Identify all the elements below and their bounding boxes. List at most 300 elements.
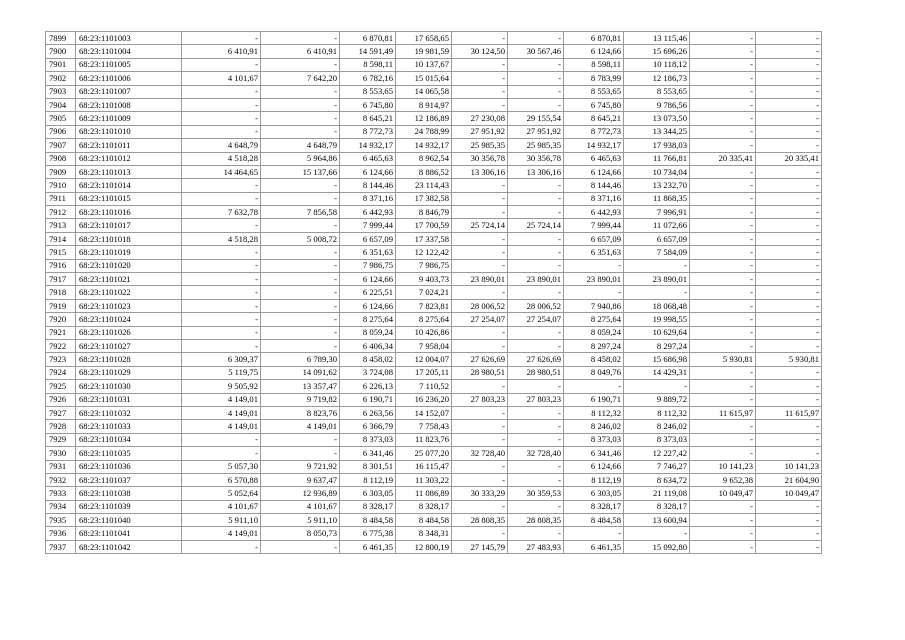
value-cell-1: 4 518,28 bbox=[182, 152, 261, 165]
value-cell-4: 15 015,64 bbox=[396, 72, 452, 85]
value-cell-4: 12 122,42 bbox=[396, 246, 452, 259]
row-number-cell: 7930 bbox=[46, 447, 76, 460]
value-cell-2: - bbox=[261, 339, 340, 352]
value-cell-1: 5 052,64 bbox=[182, 487, 261, 500]
value-cell-4: 17 658,65 bbox=[396, 32, 452, 45]
table-row bbox=[46, 32, 822, 45]
value-cell-2: 13 357,47 bbox=[261, 380, 340, 393]
value-cell-10: - bbox=[756, 58, 822, 71]
table-row bbox=[46, 393, 822, 406]
value-cell-2: 6 789,30 bbox=[261, 353, 340, 366]
row-number-cell: 7918 bbox=[46, 286, 76, 299]
table-row bbox=[46, 353, 822, 366]
value-cell-1: - bbox=[182, 125, 261, 138]
value-cell-5: - bbox=[452, 32, 508, 45]
value-cell-2: - bbox=[261, 112, 340, 125]
value-cell-6: - bbox=[508, 286, 564, 299]
row-number-cell: 7913 bbox=[46, 219, 76, 232]
value-cell-8: 10 629,64 bbox=[624, 326, 690, 339]
value-cell-6: 27 951,92 bbox=[508, 125, 564, 138]
value-cell-7: 8 373,03 bbox=[564, 433, 624, 446]
value-cell-9: - bbox=[690, 125, 756, 138]
value-cell-9: - bbox=[690, 433, 756, 446]
value-cell-6: - bbox=[508, 246, 564, 259]
value-cell-4: 8 275,64 bbox=[396, 313, 452, 326]
value-cell-3: 6 263,56 bbox=[340, 406, 396, 419]
row-number-cell: 7909 bbox=[46, 165, 76, 178]
value-cell-3: 8 275,64 bbox=[340, 313, 396, 326]
value-cell-2: - bbox=[261, 540, 340, 553]
value-cell-7: - bbox=[564, 259, 624, 272]
value-cell-1: 14 464,65 bbox=[182, 165, 261, 178]
value-cell-7: 6 465,63 bbox=[564, 152, 624, 165]
value-cell-6: - bbox=[508, 433, 564, 446]
value-cell-10: - bbox=[756, 72, 822, 85]
value-cell-1: 4 101,67 bbox=[182, 500, 261, 513]
value-cell-9: - bbox=[690, 85, 756, 98]
value-cell-6: 27 254,07 bbox=[508, 313, 564, 326]
cadastral-number-cell: 68:23:1101028 bbox=[76, 353, 182, 366]
value-cell-2: 9 721,92 bbox=[261, 460, 340, 473]
cadastral-number-cell: 68:23:1101040 bbox=[76, 514, 182, 527]
table-row bbox=[46, 45, 822, 58]
row-number-cell: 7929 bbox=[46, 433, 76, 446]
data-table bbox=[45, 31, 822, 554]
value-cell-4: 12 186,89 bbox=[396, 112, 452, 125]
value-cell-6: - bbox=[508, 32, 564, 45]
value-cell-8: 13 600,94 bbox=[624, 514, 690, 527]
value-cell-6: 27 483,93 bbox=[508, 540, 564, 553]
row-number-cell: 7907 bbox=[46, 139, 76, 152]
value-cell-1: - bbox=[182, 98, 261, 111]
cadastral-number-cell: 68:23:1101006 bbox=[76, 72, 182, 85]
value-cell-2: - bbox=[261, 273, 340, 286]
value-cell-3: 8 301,51 bbox=[340, 460, 396, 473]
cadastral-number-cell: 68:23:1101041 bbox=[76, 527, 182, 540]
row-number-cell: 7901 bbox=[46, 58, 76, 71]
value-cell-8: 8 634,72 bbox=[624, 473, 690, 486]
value-cell-7: 8 112,32 bbox=[564, 406, 624, 419]
value-cell-8: 8 297,24 bbox=[624, 339, 690, 352]
value-cell-7: 6 124,66 bbox=[564, 460, 624, 473]
value-cell-9: 20 335,41 bbox=[690, 152, 756, 165]
value-cell-9: - bbox=[690, 206, 756, 219]
value-cell-7: 6 461,35 bbox=[564, 540, 624, 553]
value-cell-9: - bbox=[690, 273, 756, 286]
value-cell-7: 8 484,58 bbox=[564, 514, 624, 527]
row-number-cell: 7937 bbox=[46, 540, 76, 553]
value-cell-7: 7 999,44 bbox=[564, 219, 624, 232]
row-number-cell: 7915 bbox=[46, 246, 76, 259]
value-cell-1: - bbox=[182, 447, 261, 460]
row-number-cell: 7906 bbox=[46, 125, 76, 138]
value-cell-5: 25 724,14 bbox=[452, 219, 508, 232]
value-cell-9: - bbox=[690, 259, 756, 272]
value-cell-2: - bbox=[261, 192, 340, 205]
value-cell-5: - bbox=[452, 433, 508, 446]
table-row bbox=[46, 246, 822, 259]
table-row bbox=[46, 85, 822, 98]
cadastral-number-cell: 68:23:1101009 bbox=[76, 112, 182, 125]
table-row bbox=[46, 232, 822, 245]
cadastral-number-cell: 68:23:1101031 bbox=[76, 393, 182, 406]
value-cell-6: 13 306,16 bbox=[508, 165, 564, 178]
value-cell-10: 20 335,41 bbox=[756, 152, 822, 165]
value-cell-5: 27 803,23 bbox=[452, 393, 508, 406]
value-cell-8: 10 118,12 bbox=[624, 58, 690, 71]
value-cell-4: 7 758,43 bbox=[396, 420, 452, 433]
value-cell-1: 4 149,01 bbox=[182, 527, 261, 540]
value-cell-4: 10 426,86 bbox=[396, 326, 452, 339]
value-cell-7: 6 442,93 bbox=[564, 206, 624, 219]
cadastral-number-cell: 68:23:1101015 bbox=[76, 192, 182, 205]
value-cell-1: - bbox=[182, 246, 261, 259]
value-cell-1: - bbox=[182, 85, 261, 98]
value-cell-10: - bbox=[756, 527, 822, 540]
table-row bbox=[46, 447, 822, 460]
value-cell-10: - bbox=[756, 165, 822, 178]
value-cell-7: 23 890,01 bbox=[564, 273, 624, 286]
value-cell-8: 8 328,17 bbox=[624, 500, 690, 513]
value-cell-7: 8 772,73 bbox=[564, 125, 624, 138]
value-cell-6: - bbox=[508, 406, 564, 419]
value-cell-1: - bbox=[182, 273, 261, 286]
value-cell-6: 23 890,01 bbox=[508, 273, 564, 286]
value-cell-6: - bbox=[508, 58, 564, 71]
value-cell-9: 10 049,47 bbox=[690, 487, 756, 500]
value-cell-5: 28 980,51 bbox=[452, 366, 508, 379]
value-cell-3: 6 406,34 bbox=[340, 339, 396, 352]
value-cell-2: - bbox=[261, 286, 340, 299]
value-cell-9: - bbox=[690, 219, 756, 232]
value-cell-10: 10 141,23 bbox=[756, 460, 822, 473]
value-cell-10: - bbox=[756, 286, 822, 299]
table-row bbox=[46, 380, 822, 393]
value-cell-2: - bbox=[261, 85, 340, 98]
value-cell-9: - bbox=[690, 112, 756, 125]
cadastral-number-cell: 68:23:1101007 bbox=[76, 85, 182, 98]
cadastral-number-cell: 68:23:1101035 bbox=[76, 447, 182, 460]
value-cell-2: - bbox=[261, 299, 340, 312]
cadastral-number-cell: 68:23:1101014 bbox=[76, 179, 182, 192]
value-cell-5: - bbox=[452, 527, 508, 540]
value-cell-7: 8 275,64 bbox=[564, 313, 624, 326]
table-row bbox=[46, 179, 822, 192]
value-cell-3: 6 465,63 bbox=[340, 152, 396, 165]
value-cell-7: 6 341,46 bbox=[564, 447, 624, 460]
value-cell-4: 12 800,19 bbox=[396, 540, 452, 553]
value-cell-8: 8 373,03 bbox=[624, 433, 690, 446]
value-cell-9: - bbox=[690, 326, 756, 339]
cadastral-number-cell: 68:23:1101024 bbox=[76, 313, 182, 326]
table-row bbox=[46, 540, 822, 553]
value-cell-1: 6 570,88 bbox=[182, 473, 261, 486]
value-cell-6: 30 356,78 bbox=[508, 152, 564, 165]
value-cell-10: - bbox=[756, 433, 822, 446]
value-cell-10: - bbox=[756, 326, 822, 339]
cadastral-number-cell: 68:23:1101036 bbox=[76, 460, 182, 473]
cadastral-number-cell: 68:23:1101008 bbox=[76, 98, 182, 111]
cadastral-number-cell: 68:23:1101034 bbox=[76, 433, 182, 446]
value-cell-5: - bbox=[452, 420, 508, 433]
value-cell-5: 23 890,01 bbox=[452, 273, 508, 286]
value-cell-3: 6 225,51 bbox=[340, 286, 396, 299]
value-cell-2: 4 101,67 bbox=[261, 500, 340, 513]
row-number-cell: 7921 bbox=[46, 326, 76, 339]
cadastral-number-cell: 68:23:1101042 bbox=[76, 540, 182, 553]
value-cell-10: - bbox=[756, 179, 822, 192]
value-cell-10: - bbox=[756, 380, 822, 393]
value-cell-7: 8 059,24 bbox=[564, 326, 624, 339]
value-cell-3: 8 484,58 bbox=[340, 514, 396, 527]
table-row bbox=[46, 339, 822, 352]
value-cell-2: - bbox=[261, 326, 340, 339]
value-cell-9: - bbox=[690, 32, 756, 45]
table-row bbox=[46, 165, 822, 178]
row-number-cell: 7934 bbox=[46, 500, 76, 513]
value-cell-8: 7 746,27 bbox=[624, 460, 690, 473]
value-cell-8: 12 186,73 bbox=[624, 72, 690, 85]
value-cell-7: 8 371,16 bbox=[564, 192, 624, 205]
table-row bbox=[46, 433, 822, 446]
value-cell-5: - bbox=[452, 85, 508, 98]
value-cell-5: 30 356,78 bbox=[452, 152, 508, 165]
value-cell-2: 15 137,66 bbox=[261, 165, 340, 178]
value-cell-10: - bbox=[756, 246, 822, 259]
value-cell-6: - bbox=[508, 339, 564, 352]
table-row bbox=[46, 273, 822, 286]
value-cell-2: 7 642,20 bbox=[261, 72, 340, 85]
value-cell-8: 21 119,08 bbox=[624, 487, 690, 500]
value-cell-1: - bbox=[182, 179, 261, 192]
value-cell-9: - bbox=[690, 179, 756, 192]
cadastral-number-cell: 68:23:1101027 bbox=[76, 339, 182, 352]
value-cell-2: 8 823,76 bbox=[261, 406, 340, 419]
cadastral-number-cell: 68:23:1101011 bbox=[76, 139, 182, 152]
table-row bbox=[46, 192, 822, 205]
value-cell-9: - bbox=[690, 500, 756, 513]
value-cell-7: 6 870,81 bbox=[564, 32, 624, 45]
value-cell-9: - bbox=[690, 366, 756, 379]
value-cell-6: - bbox=[508, 326, 564, 339]
value-cell-2: - bbox=[261, 246, 340, 259]
value-cell-6: 25 724,14 bbox=[508, 219, 564, 232]
value-cell-2: 4 648,79 bbox=[261, 139, 340, 152]
row-number-cell: 7903 bbox=[46, 85, 76, 98]
value-cell-5: - bbox=[452, 460, 508, 473]
value-cell-8: 18 068,48 bbox=[624, 299, 690, 312]
value-cell-5: - bbox=[452, 98, 508, 111]
value-cell-6: - bbox=[508, 420, 564, 433]
value-cell-8: 10 734,04 bbox=[624, 165, 690, 178]
value-cell-2: - bbox=[261, 179, 340, 192]
cadastral-number-cell: 68:23:1101030 bbox=[76, 380, 182, 393]
value-cell-2: - bbox=[261, 58, 340, 71]
value-cell-6: 32 728,40 bbox=[508, 447, 564, 460]
value-cell-7: 6 657,09 bbox=[564, 232, 624, 245]
value-cell-9: - bbox=[690, 139, 756, 152]
value-cell-4: 7 958,04 bbox=[396, 339, 452, 352]
value-cell-6: - bbox=[508, 179, 564, 192]
value-cell-4: 16 236,20 bbox=[396, 393, 452, 406]
value-cell-3: 6 461,35 bbox=[340, 540, 396, 553]
value-cell-8: 7 584,09 bbox=[624, 246, 690, 259]
value-cell-8: 13 115,46 bbox=[624, 32, 690, 45]
value-cell-6: 27 803,23 bbox=[508, 393, 564, 406]
value-cell-2: - bbox=[261, 219, 340, 232]
row-number-cell: 7924 bbox=[46, 366, 76, 379]
value-cell-10: 5 930,81 bbox=[756, 353, 822, 366]
value-cell-10: - bbox=[756, 447, 822, 460]
value-cell-3: 8 458,02 bbox=[340, 353, 396, 366]
value-cell-9: 9 652,38 bbox=[690, 473, 756, 486]
value-cell-9: - bbox=[690, 165, 756, 178]
value-cell-8: 8 112,32 bbox=[624, 406, 690, 419]
value-cell-2: 6 410,91 bbox=[261, 45, 340, 58]
value-cell-4: 12 004,07 bbox=[396, 353, 452, 366]
value-cell-3: 6 442,93 bbox=[340, 206, 396, 219]
value-cell-4: 11 086,89 bbox=[396, 487, 452, 500]
value-cell-1: - bbox=[182, 433, 261, 446]
value-cell-6: 29 155,54 bbox=[508, 112, 564, 125]
value-cell-1: 4 648,79 bbox=[182, 139, 261, 152]
value-cell-2: 14 091,62 bbox=[261, 366, 340, 379]
value-cell-4: 8 484,58 bbox=[396, 514, 452, 527]
value-cell-8: - bbox=[624, 380, 690, 393]
value-cell-7: - bbox=[564, 286, 624, 299]
value-cell-4: 8 328,17 bbox=[396, 500, 452, 513]
row-number-cell: 7912 bbox=[46, 206, 76, 219]
value-cell-9: - bbox=[690, 380, 756, 393]
value-cell-8: - bbox=[624, 259, 690, 272]
value-cell-8: 17 938,03 bbox=[624, 139, 690, 152]
table-row bbox=[46, 125, 822, 138]
value-cell-7: 7 940,86 bbox=[564, 299, 624, 312]
value-cell-1: 5 119,75 bbox=[182, 366, 261, 379]
row-number-cell: 7923 bbox=[46, 353, 76, 366]
value-cell-5: - bbox=[452, 58, 508, 71]
table-row bbox=[46, 460, 822, 473]
value-cell-1: - bbox=[182, 58, 261, 71]
value-cell-3: 8 328,17 bbox=[340, 500, 396, 513]
value-cell-2: 9 637,47 bbox=[261, 473, 340, 486]
value-cell-10: - bbox=[756, 313, 822, 326]
value-cell-6: 28 006,52 bbox=[508, 299, 564, 312]
value-cell-2: - bbox=[261, 32, 340, 45]
value-cell-3: 14 932,17 bbox=[340, 139, 396, 152]
value-cell-1: 7 632,78 bbox=[182, 206, 261, 219]
row-number-cell: 7926 bbox=[46, 393, 76, 406]
value-cell-6: - bbox=[508, 206, 564, 219]
value-cell-3: 8 059,24 bbox=[340, 326, 396, 339]
value-cell-10: - bbox=[756, 259, 822, 272]
value-cell-1: 4 518,28 bbox=[182, 232, 261, 245]
cadastral-number-cell: 68:23:1101032 bbox=[76, 406, 182, 419]
value-cell-7: - bbox=[564, 527, 624, 540]
value-cell-1: - bbox=[182, 259, 261, 272]
cadastral-number-cell: 68:23:1101039 bbox=[76, 500, 182, 513]
value-cell-5: - bbox=[452, 259, 508, 272]
row-number-cell: 7899 bbox=[46, 32, 76, 45]
value-cell-10: - bbox=[756, 420, 822, 433]
value-cell-4: 17 382,58 bbox=[396, 192, 452, 205]
value-cell-5: 27 951,92 bbox=[452, 125, 508, 138]
value-cell-1: - bbox=[182, 286, 261, 299]
value-cell-4: 11 823,76 bbox=[396, 433, 452, 446]
value-cell-8: 11 868,35 bbox=[624, 192, 690, 205]
value-cell-4: 17 337,58 bbox=[396, 232, 452, 245]
value-cell-7: 6 351,63 bbox=[564, 246, 624, 259]
value-cell-2: 7 856,58 bbox=[261, 206, 340, 219]
table-row bbox=[46, 473, 822, 486]
value-cell-10: - bbox=[756, 540, 822, 553]
value-cell-7: 14 932,17 bbox=[564, 139, 624, 152]
value-cell-4: 7 986,75 bbox=[396, 259, 452, 272]
value-cell-9: - bbox=[690, 420, 756, 433]
row-number-cell: 7916 bbox=[46, 259, 76, 272]
value-cell-8: 15 696,26 bbox=[624, 45, 690, 58]
cadastral-number-cell: 68:23:1101023 bbox=[76, 299, 182, 312]
row-number-cell: 7902 bbox=[46, 72, 76, 85]
value-cell-10: - bbox=[756, 32, 822, 45]
value-cell-5: - bbox=[452, 339, 508, 352]
value-cell-9: - bbox=[690, 58, 756, 71]
value-cell-9: - bbox=[690, 540, 756, 553]
value-cell-5: - bbox=[452, 500, 508, 513]
value-cell-1: 4 101,67 bbox=[182, 72, 261, 85]
value-cell-9: - bbox=[690, 98, 756, 111]
value-cell-4: 19 981,59 bbox=[396, 45, 452, 58]
value-cell-8: 9 786,56 bbox=[624, 98, 690, 111]
row-number-cell: 7904 bbox=[46, 98, 76, 111]
value-cell-4: 23 114,43 bbox=[396, 179, 452, 192]
value-cell-10: - bbox=[756, 192, 822, 205]
value-cell-9: - bbox=[690, 192, 756, 205]
table-row bbox=[46, 487, 822, 500]
value-cell-8: 15 686,98 bbox=[624, 353, 690, 366]
value-cell-8: 14 429,31 bbox=[624, 366, 690, 379]
value-cell-5: 13 306,16 bbox=[452, 165, 508, 178]
value-cell-5: 27 145,79 bbox=[452, 540, 508, 553]
value-cell-7: 6 745,80 bbox=[564, 98, 624, 111]
value-cell-6: - bbox=[508, 98, 564, 111]
cadastral-number-cell: 68:23:1101016 bbox=[76, 206, 182, 219]
value-cell-6: 30 567,46 bbox=[508, 45, 564, 58]
value-cell-2: 5 008,72 bbox=[261, 232, 340, 245]
table-row bbox=[46, 500, 822, 513]
value-cell-10: 21 604,90 bbox=[756, 473, 822, 486]
value-cell-1: 5 057,30 bbox=[182, 460, 261, 473]
cadastral-number-cell: 68:23:1101012 bbox=[76, 152, 182, 165]
value-cell-2: - bbox=[261, 447, 340, 460]
value-cell-8: 11 766,81 bbox=[624, 152, 690, 165]
value-cell-7: 8 645,21 bbox=[564, 112, 624, 125]
value-cell-5: - bbox=[452, 179, 508, 192]
value-cell-10: - bbox=[756, 206, 822, 219]
value-cell-6: - bbox=[508, 460, 564, 473]
value-cell-1: - bbox=[182, 299, 261, 312]
value-cell-2: 5 911,10 bbox=[261, 514, 340, 527]
value-cell-3: 8 144,46 bbox=[340, 179, 396, 192]
value-cell-7: 8 598,11 bbox=[564, 58, 624, 71]
value-cell-8: 9 889,72 bbox=[624, 393, 690, 406]
value-cell-1: - bbox=[182, 219, 261, 232]
value-cell-10: - bbox=[756, 219, 822, 232]
row-number-cell: 7936 bbox=[46, 527, 76, 540]
row-number-cell: 7900 bbox=[46, 45, 76, 58]
value-cell-6: 30 359,53 bbox=[508, 487, 564, 500]
value-cell-9: - bbox=[690, 393, 756, 406]
